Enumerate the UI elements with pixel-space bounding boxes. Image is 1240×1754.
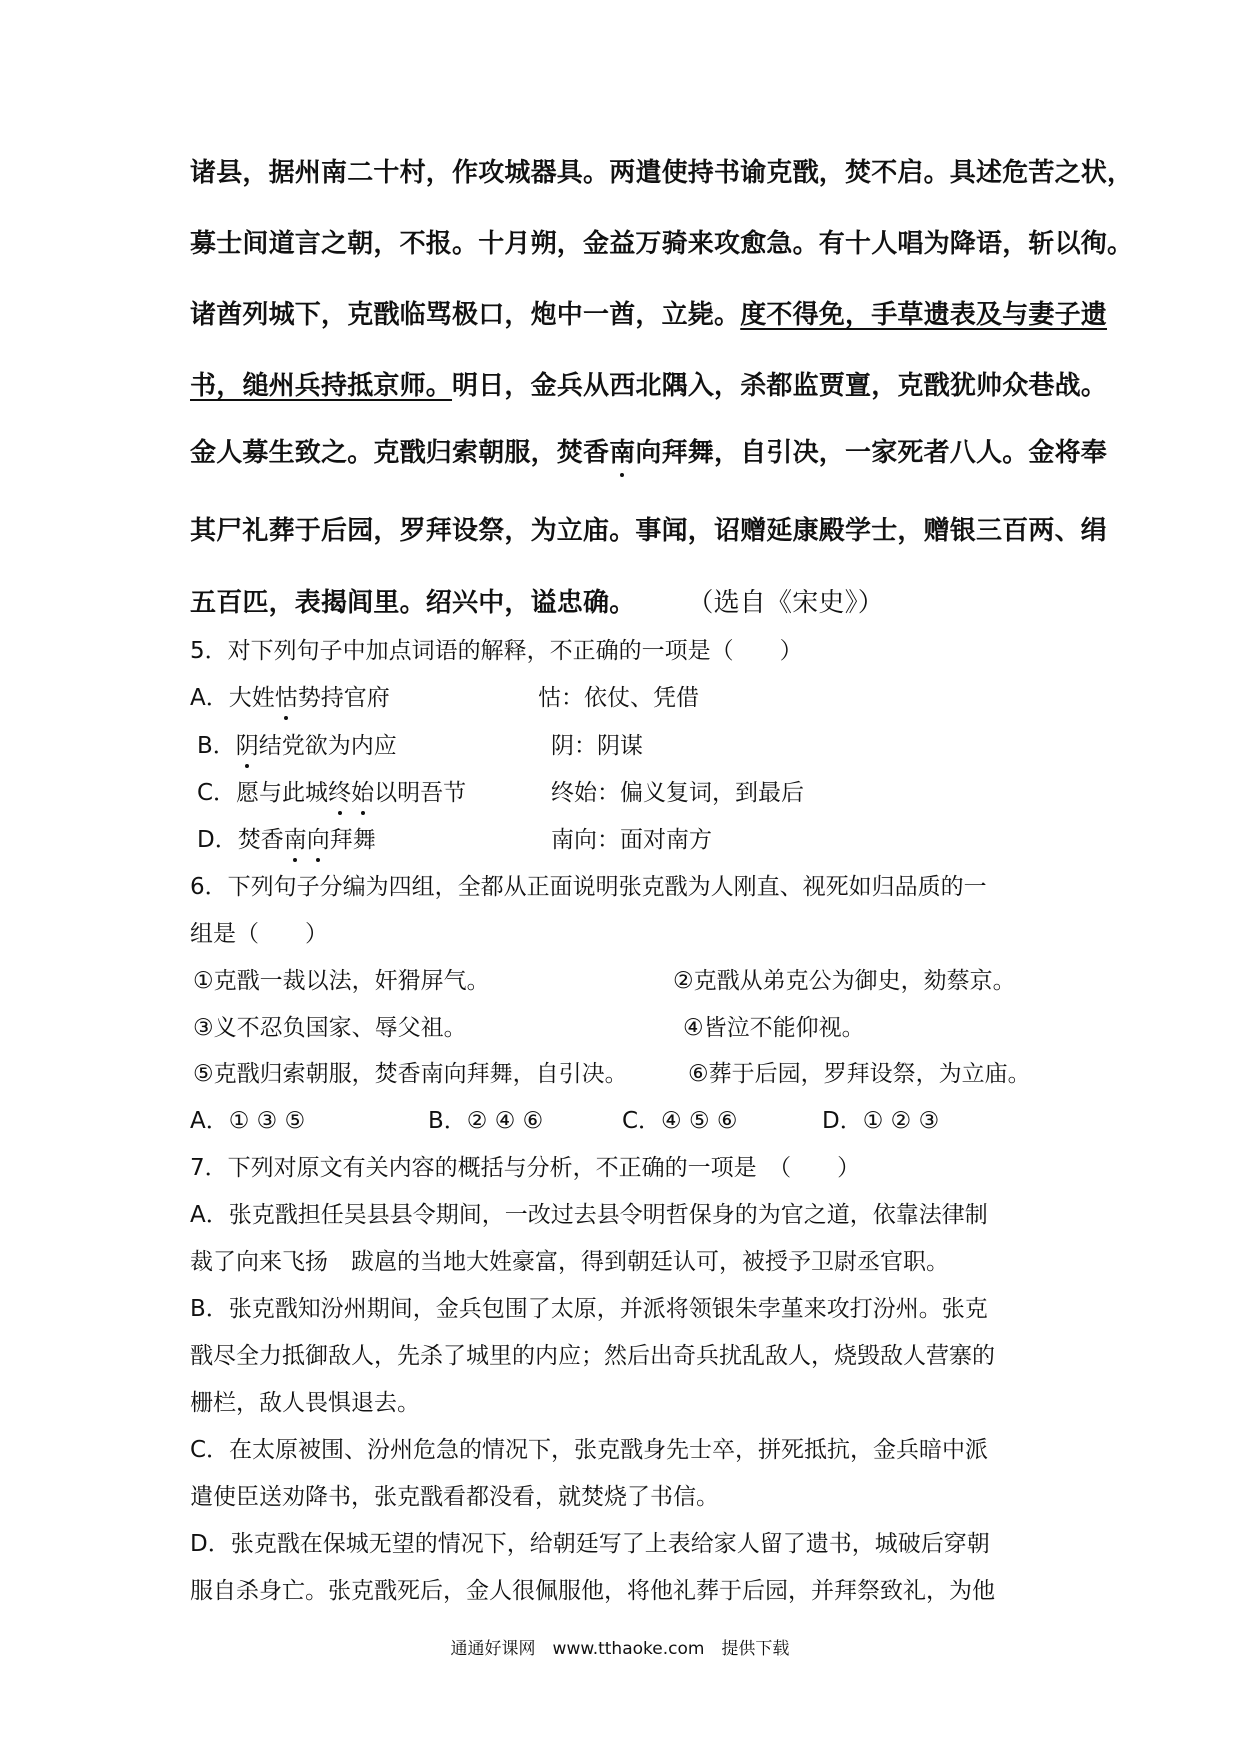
underlined-sentence: 书，缒州兵持抵京师。 bbox=[190, 371, 453, 401]
passage-text: 五百匹，表揭闾里。绍兴中，谥忠确。 bbox=[190, 588, 636, 618]
passage-text: 明日，金兵从西北隅入，杀都监贾亶，克戬犹帅众巷战。 bbox=[452, 371, 1108, 401]
q7-stem: 7．下列对原文有关内容的概括与分析，不正确的一项是 （ ） bbox=[190, 1155, 861, 1181]
option-text: 结党欲为内应 bbox=[258, 733, 397, 759]
dotted-word: 向 bbox=[306, 827, 330, 853]
dotted-word: 南 bbox=[283, 827, 307, 853]
option-text: C．愿与此城 bbox=[197, 780, 329, 806]
q7-a-line-2: 裁了向来飞扬 跋扈的当地大姓豪富，得到朝廷认可，被授予卫尉丞官职。 bbox=[190, 1249, 949, 1275]
q6-items-row-1 bbox=[193, 962, 1016, 995]
q6-items-row-3 bbox=[193, 1055, 1031, 1088]
option-explanation: 怙：依仗、凭借 bbox=[538, 685, 699, 711]
dotted-word: 南 bbox=[609, 438, 636, 468]
q7-d-line-2: 服自杀身亡。张克戬死后，金人很佩服他，将他礼葬于后园，并拜祭致礼，为他 bbox=[190, 1578, 995, 1604]
passage-text: 诸酋列城下，克戬临骂极口，炮中一酋，立毙。 bbox=[190, 300, 741, 330]
q7-a-line-1: A．张克戬担任吴县县令期间，一改过去县令明哲保身的为官之道，依靠法律制 bbox=[190, 1202, 988, 1228]
underlined-sentence: 度不得免，手草遗表及与妻子遗 bbox=[740, 300, 1108, 330]
q5-option-c bbox=[197, 774, 804, 807]
option-c: C．④ ⑤ ⑥ bbox=[622, 1108, 738, 1134]
passage-text: 向拜舞，自引决，一家死者八人。金将奉 bbox=[635, 438, 1108, 468]
page-footer: 通通好课网 www.tthaoke.com 提供下载 bbox=[450, 1639, 790, 1659]
item-4: ④皆泣不能仰视。 bbox=[683, 1015, 865, 1041]
q5-option-a bbox=[190, 679, 699, 712]
q6-options bbox=[190, 1102, 940, 1135]
q7-b-line-1: B．张克戬知汾州期间，金兵包围了太原，并派将领银朱孛堇来攻打汾州。张克 bbox=[190, 1296, 988, 1322]
q5-option-b bbox=[197, 727, 643, 760]
option-a: A．① ③ ⑤ bbox=[190, 1108, 306, 1134]
option-explanation: 南向：面对南方 bbox=[551, 827, 712, 853]
passage-line-6: 其尸礼葬于后园，罗拜设祭，为立庙。事闻，诏赠延康殿学士，赠银三百两、绢 bbox=[190, 516, 1108, 546]
dotted-word: 终 bbox=[328, 780, 352, 806]
option-text: D．焚香 bbox=[197, 827, 284, 853]
item-3: ③义不忍负国家、辱父祖。 bbox=[193, 1015, 467, 1041]
passage-line-7 bbox=[190, 582, 1070, 619]
item-5: ⑤克戬归索朝服，焚香南向拜舞，自引决。 bbox=[193, 1061, 628, 1087]
dotted-word: 始 bbox=[351, 780, 375, 806]
source-note: （选自《宋史》） bbox=[687, 588, 885, 618]
passage-text: 金人募生致之。克戬归索朝服，焚香 bbox=[190, 438, 610, 468]
q7-d-line-1: D．张克戬在保城无望的情况下，给朝廷写了上表给家人留了遗书，城破后穿朝 bbox=[190, 1531, 990, 1557]
passage-line-1: 诸县，据州南二十村，作攻城器具。两遣使持书谕克戬，焚不启。具述危苦之状， bbox=[190, 158, 1134, 188]
passage-line-2: 募士间道言之朝，不报。十月朔，金益万骑来攻愈急。有十人唱为降语，斩以徇。 bbox=[190, 229, 1134, 259]
q7-b-line-3: 栅栏，敌人畏惧退去。 bbox=[190, 1390, 420, 1416]
q5-option-d bbox=[197, 821, 712, 854]
option-text: B． bbox=[197, 733, 236, 759]
item-2: ②克戬从弟克公为御史，劾蔡京。 bbox=[673, 968, 1016, 994]
option-text: 拜舞 bbox=[329, 827, 376, 853]
option-text: 势持官府 bbox=[297, 685, 390, 711]
q7-b-line-2: 戬尽全力抵御敌人，先杀了城里的内应；然后出奇兵扰乱敌人，烧毁敌人营寨的 bbox=[190, 1343, 995, 1369]
q7-c-line-1: C．在太原被围、汾州危急的情况下，张克戬身先士卒，拼死抵抗，金兵暗中派 bbox=[190, 1437, 989, 1463]
item-1: ①克戬一裁以法，奸猾屏气。 bbox=[193, 968, 490, 994]
passage-line-5 bbox=[190, 432, 1108, 469]
passage-line-4 bbox=[190, 365, 1108, 402]
q6-stem-line-1: 6．下列句子分编为四组，全都从正面说明张克戬为人刚直、视死如归品质的一 bbox=[190, 874, 987, 900]
option-text: A．大姓 bbox=[190, 685, 275, 711]
option-text: 以明吾节 bbox=[374, 780, 467, 806]
q6-stem-line-2: 组是（ ） bbox=[190, 921, 328, 947]
passage-line-3 bbox=[190, 294, 1108, 331]
option-d: D．① ② ③ bbox=[822, 1108, 940, 1134]
q7-c-line-2: 遣使臣送劝降书，张克戬看都没看，就焚烧了书信。 bbox=[190, 1484, 719, 1510]
option-explanation: 终始：偏义复词，到最后 bbox=[551, 780, 804, 806]
dotted-word: 阴 bbox=[235, 733, 259, 759]
q5-stem: 5．对下列句子中加点词语的解释，不正确的一项是（ ） bbox=[190, 638, 803, 664]
item-6: ⑥葬于后园，罗拜设祭，为立庙。 bbox=[688, 1061, 1031, 1087]
option-explanation: 阴：阴谋 bbox=[551, 733, 643, 759]
dotted-word: 怙 bbox=[274, 685, 298, 711]
q6-items-row-2 bbox=[193, 1009, 865, 1042]
option-b: B．② ④ ⑥ bbox=[428, 1108, 544, 1134]
